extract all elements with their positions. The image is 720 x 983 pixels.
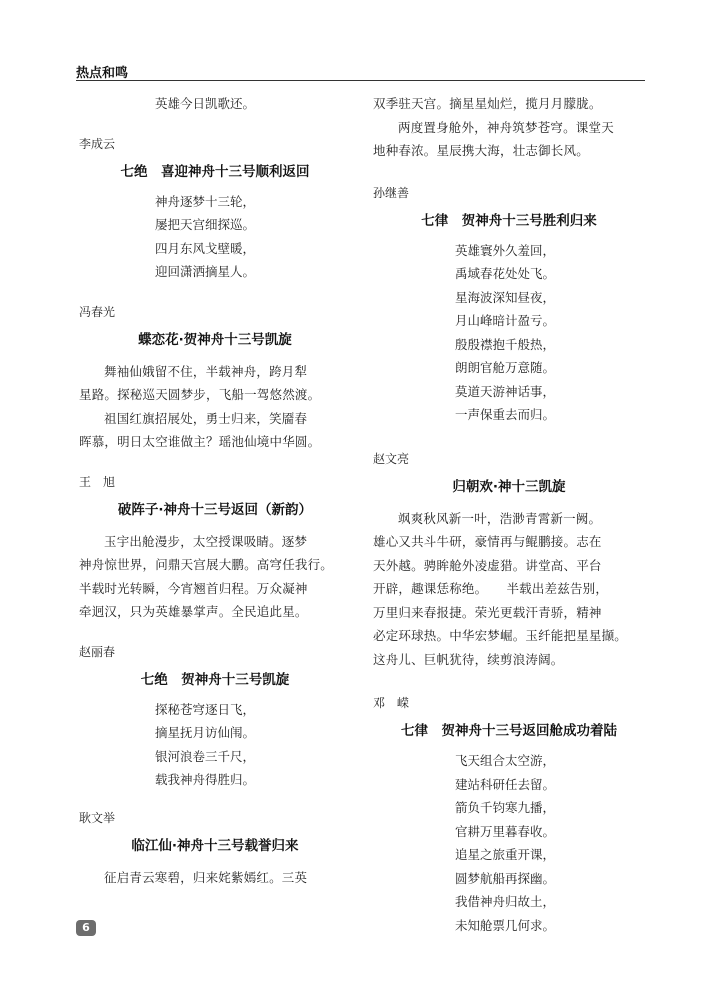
poem-body [79,530,351,624]
poem-title: 七绝 喜迎神舟十三号顺利返回 [120,163,310,180]
poem-line: 必定环球热。中华宏梦崛。玉纤能把星星撷。 [373,628,628,643]
poem-title: 蝶恋花·贺神舟十三号凯旋 [138,331,292,348]
poem-title: 七绝 贺神舟十三号凯旋 [140,671,290,688]
poem-author: 耿文举 [79,810,116,825]
poem-line: 征启青云寒碧，归来姹紫嫣红。三英 [104,869,308,885]
poem-line: 探秘苍穹逐日飞， [155,701,256,717]
poem-author: 王 旭 [79,474,116,489]
poem-line: 圆梦航船再探幽。 [455,870,556,886]
poem-title: 七律 贺神舟十三号返回舱成功着陆 [401,723,617,739]
poem-author: 李成云 [79,136,116,151]
poem-line: 祖国红旗招展处，勇士归来，笑靥春 [104,410,308,426]
poem-author: 赵文亮 [373,451,410,466]
poem-line: 屡把天宫细探巡。 [155,217,256,232]
poem-line: 晖慕，明日太空谁做主？瑶池仙境中华圆。 [79,434,321,449]
poem-body [373,749,645,937]
poem-author: 赵丽春 [79,644,116,659]
poem-author: 冯春光 [79,304,116,319]
poem-title: 临江仙·神舟十三号载誉归来 [131,837,299,854]
poem-body [373,239,645,427]
poem-line: 追星之旅重开课， [455,847,556,862]
poem-line: 神舟惊世界，问鼎天宫展大鹏。高穹任我行。 [79,557,334,572]
continued-poem [79,92,351,116]
poem-line: 迎回潇洒摘星人。 [155,264,256,279]
poem-line: 两度置身舱外，神舟筑梦苍穹。课堂天 [398,119,614,135]
left-column [79,92,351,889]
poem-line: 这舟儿、巨帆犹待，续剪浪涛阔。 [373,651,564,667]
poem-line: 摘星抚月访仙闱。 [155,725,256,740]
poem-line: 我借神舟归故土， [455,894,556,909]
poem-line: 开辟，趣课恁称绝。 半载出差兹告别， [373,581,609,596]
poem-author: 邓 嵘 [373,696,410,710]
poem-body [79,866,351,890]
poem-line: 官耕万里暮春收。 [455,823,556,839]
poem-line: 天外越。骋眸舱外凌虚猎。讲堂高、平台 [373,557,602,573]
poem-body [79,190,351,284]
poem-line: 牵迥汉，只为英雄暴掌声。全民追此星。 [79,604,308,619]
poem-author: 孙继善 [373,185,410,200]
poem-line: 英雄今日凯歌还。 [155,96,256,111]
poem-line: 月山峰暗计盈亏。 [455,313,556,328]
poem-line: 莫道天游神话事， [455,383,556,399]
poem-line: 箭负千钧寒九播， [455,800,556,815]
poem-line: 建站科研任去留。 [455,776,556,792]
poem-line: 飞天组合太空游， [455,753,556,768]
poem-line: 舞袖仙娥留不住，半载神舟，跨月犁 [104,363,308,379]
poem-title: 归朝欢·神十三凯旋 [452,478,566,495]
poem-line: 雄心又共斗牛研，豪情再与鲲鹏接。志在 [373,534,602,549]
section-title: 热点和鸣 [76,66,129,81]
poem-line: 未知舱票几何求。 [455,917,556,933]
poem-body [79,698,351,792]
poem-line: 星路。探秘巡天圆梦步，飞船一驾悠然渡。 [79,387,321,402]
poem-line: 殷殷襟抱千般热， [455,336,556,352]
poem-line: 地种春浓。星辰携大海，壮志御长风。 [373,143,589,158]
poem-title: 七律 贺神舟十三号胜利归来 [421,212,597,229]
poem-body [373,507,645,672]
poem-line: 载我神舟得胜归。 [155,772,256,787]
poem-line: 双季驻天宫。摘星星灿烂，揽月月朦胧。 [373,96,602,111]
page-number: 6 [76,920,96,936]
poem-line: 禹域春花处处飞。 [455,266,556,281]
poem-body [79,360,351,454]
poem-line: 万里归来春报捷。荣光更载汗青骄，精神 [373,604,602,620]
right-column [373,92,645,937]
poem-line: 半载时光转瞬，今宵翘首归程。万众凝神 [79,580,308,596]
poem-line: 英雄寰外久羞回， [455,242,556,258]
poem-line: 飒爽秋风新一叶，浩渺青霄新一阙。 [398,510,602,526]
poem-line: 星海波深知昼夜， [455,289,556,305]
poem-line: 一声保重去而归。 [455,407,556,422]
poem-line: 银河浪卷三千尺， [155,748,256,764]
continued-poem [373,92,645,163]
poem-line: 神舟逐梦十三轮， [155,193,256,209]
poem-line: 玉宇出舱漫步，太空授课吸睛。逐梦 [104,533,308,549]
poem-line: 四月东风戈壁暖， [155,240,256,256]
running-header [76,58,645,81]
poem-title: 破阵子·神舟十三号返回（新韵） [117,501,313,518]
poem-line: 朗朗官舱万意随。 [455,360,556,375]
